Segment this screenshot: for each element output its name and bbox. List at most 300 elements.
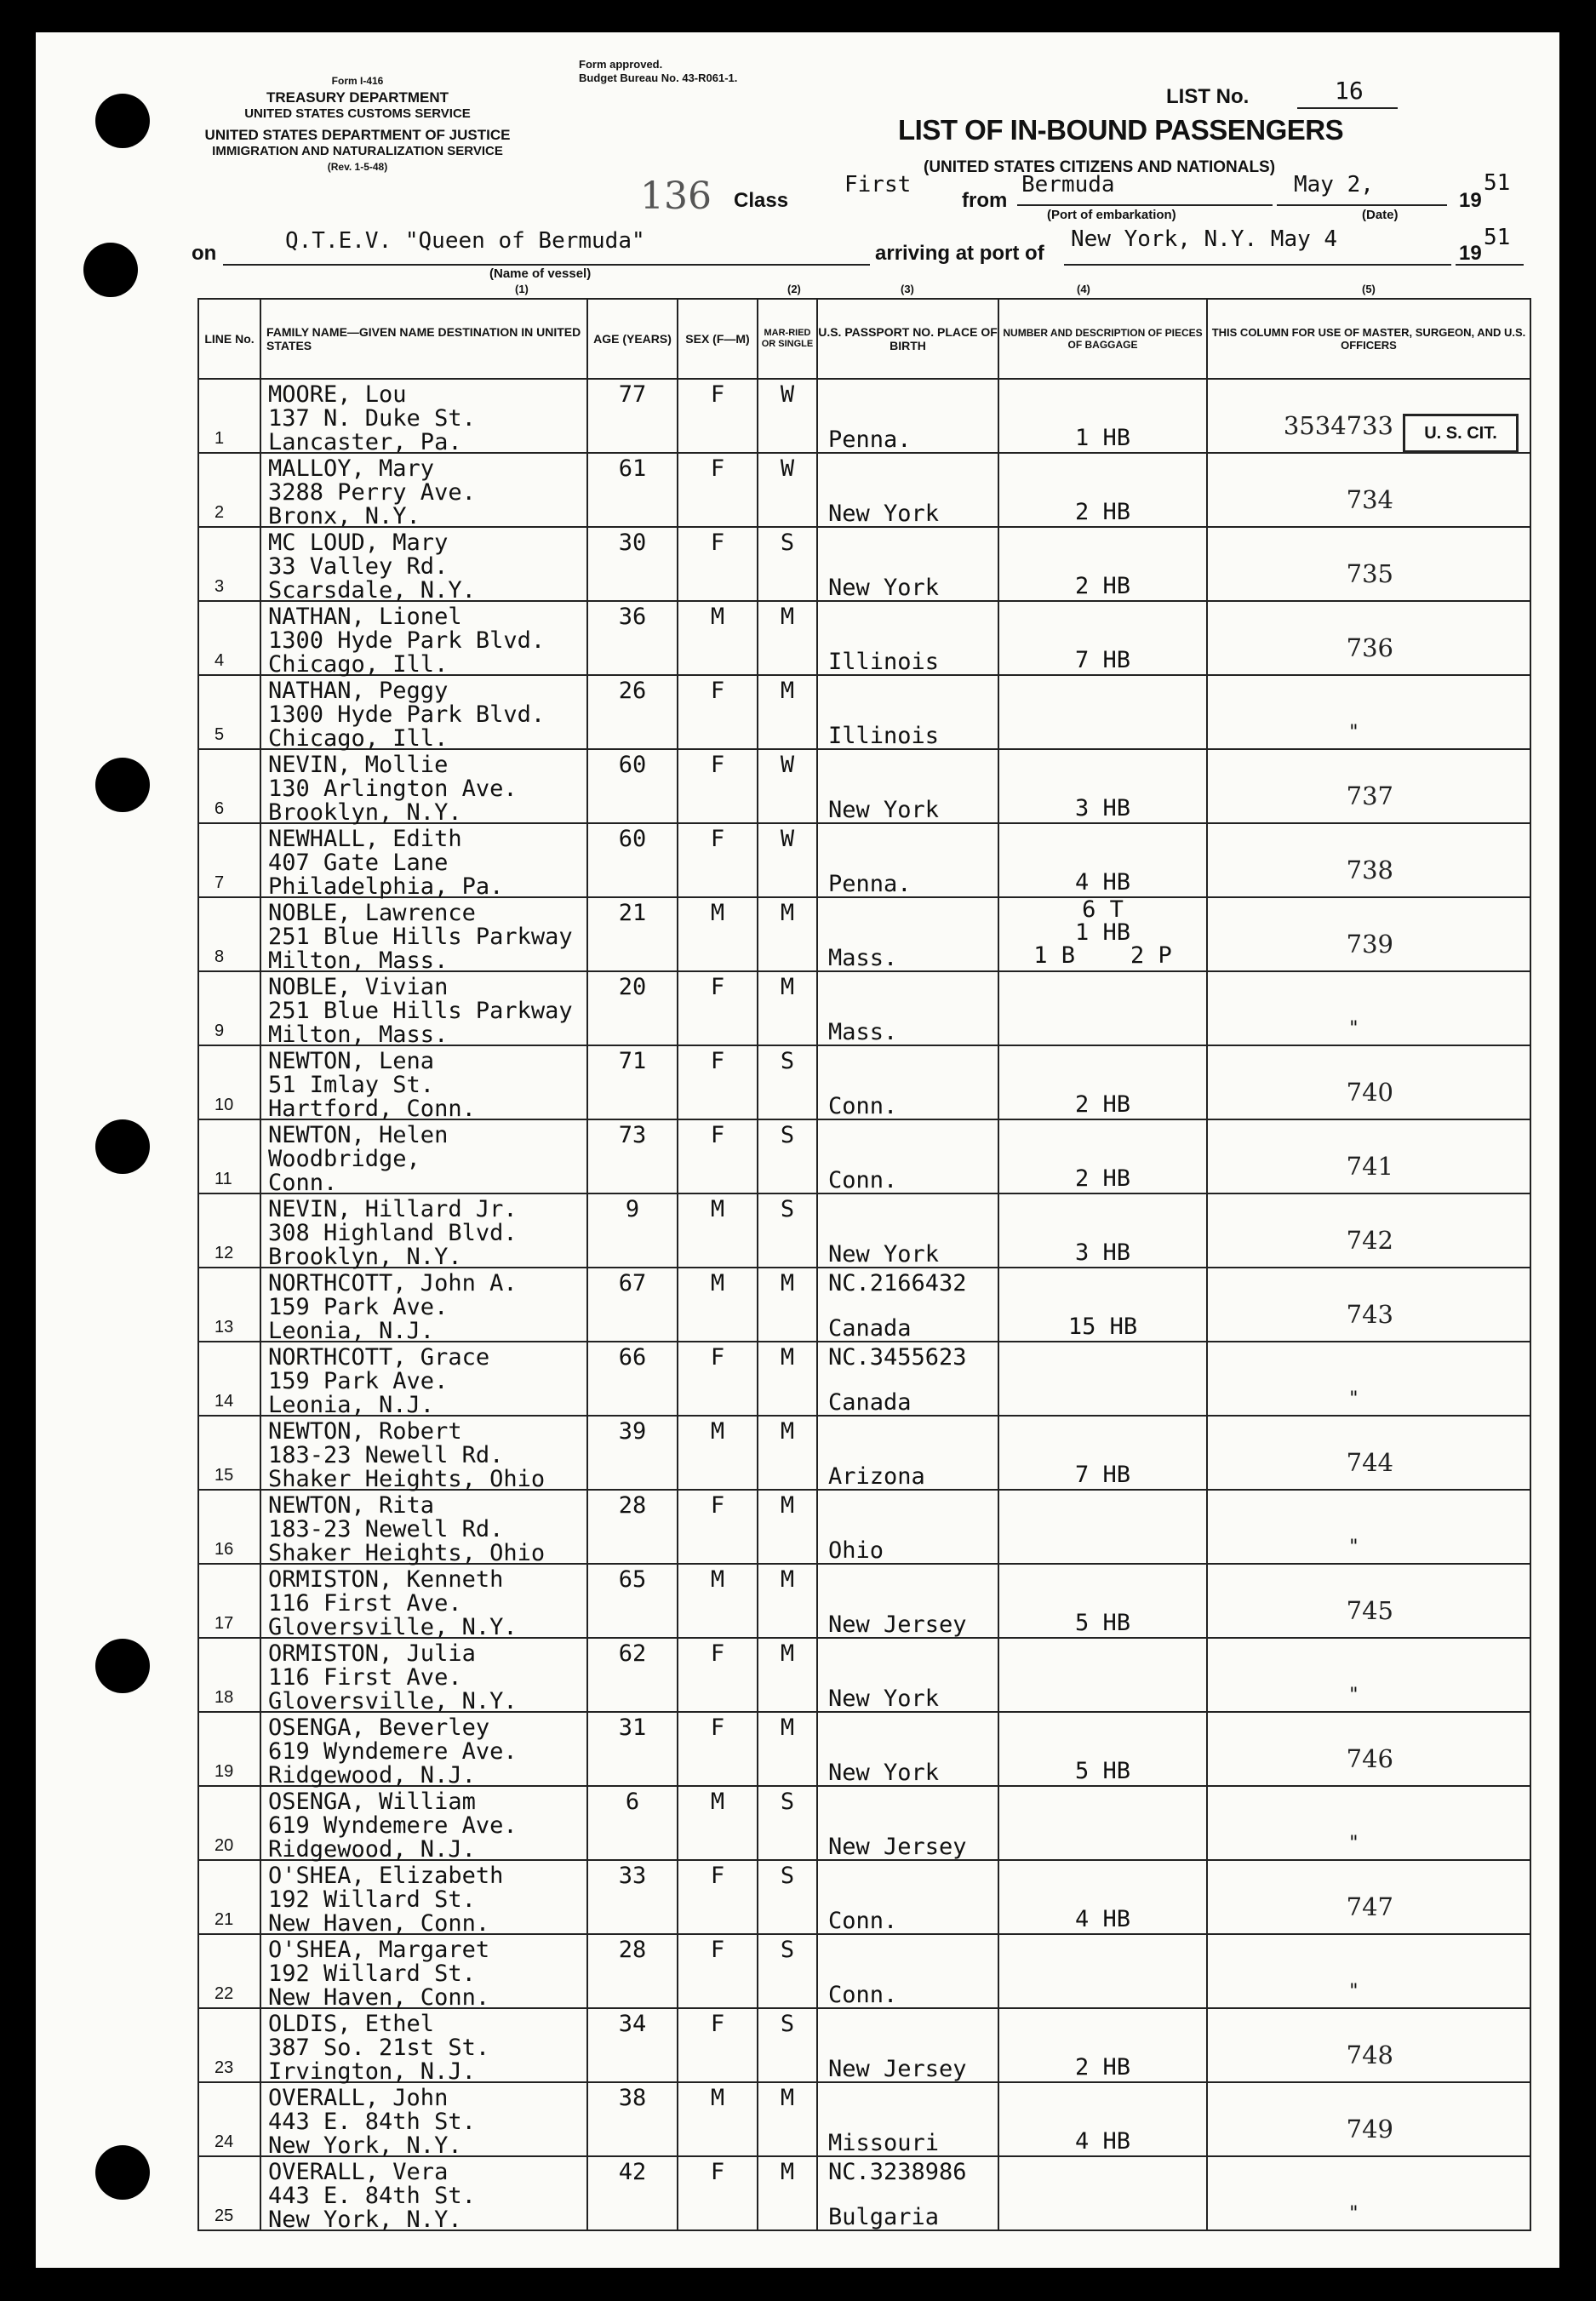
table-row [198, 527, 1530, 601]
officer-number: 748 [1346, 2041, 1393, 2069]
cell-sex [678, 1342, 758, 1416]
place-of-birth: Missouri [828, 2130, 940, 2156]
address-line: Gloversville, N.Y. [268, 1688, 518, 1714]
cell-pp [817, 823, 998, 897]
baggage: 5 HB [1074, 1758, 1131, 1784]
cell-ms [758, 379, 817, 453]
sex: M [710, 2085, 725, 2111]
address-line: 387 So. 21st St. [268, 2035, 490, 2061]
sex: M [710, 1418, 725, 1445]
address-line: Ridgewood, N.J. [268, 1762, 476, 1789]
age: 36 [618, 604, 647, 630]
year-value: 51 [1484, 170, 1511, 196]
table-row [198, 1193, 1530, 1268]
place-of-birth: Conn. [828, 1982, 898, 2008]
punch-hole [95, 2145, 150, 2200]
line-number: 15 [215, 1466, 234, 1485]
marital-status: S [780, 1937, 795, 1963]
sex: F [710, 1937, 725, 1963]
marital-status: M [780, 604, 795, 630]
place-of-birth: Canada [828, 1315, 912, 1342]
us-citizen-stamp: U. S. CIT. [1403, 414, 1519, 453]
cell-age [587, 1638, 678, 1712]
passenger-name: MOORE, Lou [268, 381, 407, 408]
arrival-year-prefix: 19 [1459, 242, 1482, 265]
place-of-birth: Illinois [828, 723, 940, 749]
place-of-birth: Bulgaria [828, 2204, 940, 2230]
place-of-birth: New Jersey [828, 1611, 967, 1638]
name-and-address [268, 1050, 476, 1121]
cell-line [198, 1119, 260, 1193]
baggage: 1 HB [1074, 425, 1131, 451]
passenger-name: NOBLE, Vivian [268, 974, 449, 1000]
cell-line [198, 1045, 260, 1119]
marital-status: M [780, 2159, 795, 2185]
table-row [198, 453, 1530, 527]
ditto-mark: " [1347, 1833, 1359, 1854]
ditto-mark: " [1347, 1018, 1359, 1039]
cell-ms [758, 1860, 817, 1934]
cell-name [260, 675, 587, 752]
cell-age [587, 379, 678, 453]
place-of-birth: New Jersey [828, 1834, 967, 1860]
marital-status: S [780, 1863, 795, 1889]
name-and-address [268, 1420, 545, 1491]
column-number-4: (4) [1077, 283, 1090, 295]
page-subtitle: (UNITED STATES CITIZENS AND NATIONALS) [924, 158, 1276, 176]
name-and-address [268, 976, 573, 1047]
address-line: 159 Park Ave. [268, 1294, 449, 1320]
line-number: 9 [215, 1022, 225, 1040]
name-and-address [268, 1938, 489, 2010]
cell-bag [998, 1193, 1207, 1268]
cell-sex [678, 1193, 758, 1268]
header-age: AGE (YEARS) [587, 299, 678, 379]
column-number-2: (2) [787, 283, 801, 295]
cell-bag [998, 2082, 1207, 2156]
sex: F [710, 1492, 725, 1519]
address-line: Irvington, N.J. [268, 2058, 476, 2085]
handwritten-number: 136 [640, 175, 712, 218]
baggage: 3 HB [1074, 795, 1131, 821]
table-row [198, 1786, 1530, 1860]
cell-age [587, 1786, 678, 1860]
cell-line [198, 897, 260, 971]
cell-off [1207, 1638, 1530, 1712]
cell-off [1207, 1712, 1530, 1786]
cell-age [587, 1712, 678, 1786]
cell-pp [817, 2156, 998, 2230]
baggage: 2 HB [1074, 1165, 1131, 1192]
officer-number: 749 [1346, 2115, 1393, 2144]
cell-pp [817, 1490, 998, 1564]
name-and-address [268, 2161, 476, 2232]
cell-name [260, 1119, 587, 1196]
table-row [198, 1119, 1530, 1193]
list-no-value: 16 [1335, 77, 1364, 105]
table-row [198, 1712, 1530, 1786]
cell-sex [678, 1416, 758, 1490]
passenger-name: MALLOY, Mary [268, 455, 435, 482]
passenger-name: NORTHCOTT, Grace [268, 1344, 490, 1371]
header-married: MAR-RIED OR SINGLE [758, 299, 817, 379]
sex: M [710, 900, 725, 926]
cell-off [1207, 527, 1530, 601]
cell-ms [758, 897, 817, 971]
officer-number: 735 [1346, 559, 1393, 588]
table-row [198, 971, 1530, 1045]
passenger-name: MC LOUD, Mary [268, 529, 449, 556]
cell-line [198, 1934, 260, 2008]
cell-sex [678, 1638, 758, 1712]
line-number: 23 [215, 2058, 234, 2077]
cell-line [198, 749, 260, 823]
officer-number: 736 [1346, 633, 1393, 662]
sex: F [710, 381, 725, 408]
cell-pp [817, 1268, 998, 1342]
marital-status: S [780, 1048, 795, 1074]
place-of-birth: Mass. [828, 1019, 898, 1045]
cell-name [260, 453, 587, 527]
officer-number: 747 [1346, 1892, 1393, 1921]
line-number: 22 [215, 1984, 234, 2003]
cell-bag [998, 1860, 1207, 1934]
cell-sex [678, 2008, 758, 2082]
cell-off [1207, 1564, 1530, 1638]
cell-off [1207, 971, 1530, 1045]
age: 31 [618, 1714, 647, 1741]
ditto-mark: " [1347, 1537, 1359, 1558]
cell-age [587, 823, 678, 897]
cell-pp [817, 675, 998, 749]
address-line: Hartford, Conn. [268, 1096, 476, 1122]
line-number: 21 [215, 1910, 234, 1929]
table-row [198, 2082, 1530, 2156]
address-line: 116 First Ave. [268, 1664, 462, 1691]
address-line: Scarsdale, N.Y. [268, 577, 476, 604]
cell-line [198, 1786, 260, 1860]
address-line: New Haven, Conn. [268, 1984, 490, 2011]
age: 42 [618, 2159, 647, 2185]
passport-number: NC.3238986 [828, 2159, 967, 2185]
cell-name [260, 1712, 587, 1789]
cell-age [587, 1119, 678, 1193]
table-row [198, 2156, 1530, 2230]
age: 39 [618, 1418, 647, 1445]
cell-pp [817, 601, 998, 675]
baggage: 4 HB [1074, 2128, 1131, 2155]
officer-number: 740 [1346, 1078, 1393, 1107]
cell-pp [817, 379, 998, 453]
cell-bag [998, 2008, 1207, 2082]
header-name: FAMILY NAME—GIVEN NAME DESTINATION IN UNITED STATES [260, 299, 587, 379]
address-line: Brooklyn, N.Y. [268, 799, 462, 826]
cell-ms [758, 1712, 817, 1786]
name-and-address [268, 457, 476, 529]
cell-pp [817, 1786, 998, 1860]
age: 66 [618, 1344, 647, 1371]
cell-name [260, 601, 587, 678]
officer-number: 739 [1346, 930, 1393, 959]
line-number: 6 [215, 799, 225, 818]
passenger-name: O'SHEA, Elizabeth [268, 1863, 504, 1889]
address-line: 183-23 Newell Rd. [268, 1516, 504, 1543]
age: 21 [618, 900, 647, 926]
address-line: Shaker Heights, Ohio [268, 1466, 546, 1492]
cell-age [587, 1490, 678, 1564]
passenger-name: OSENGA, Beverley [268, 1714, 490, 1741]
sex: F [710, 1122, 725, 1148]
cell-age [587, 897, 678, 971]
cell-ms [758, 1119, 817, 1193]
line-number: 10 [215, 1096, 234, 1114]
passenger-name: NEVIN, Hillard Jr. [268, 1196, 518, 1222]
passenger-name: NEVIN, Mollie [268, 752, 449, 778]
form-approved: Form approved. [579, 58, 663, 71]
cell-age [587, 2082, 678, 2156]
officer-number: 738 [1346, 856, 1393, 884]
cell-pp [817, 1712, 998, 1786]
cell-line [198, 527, 260, 601]
cell-pp [817, 453, 998, 527]
cell-name [260, 2156, 587, 2233]
from-value: Bermuda [1021, 172, 1115, 197]
form-revision: (Rev. 1-5-48) [327, 161, 388, 173]
cell-ms [758, 1416, 817, 1490]
cell-age [587, 1193, 678, 1268]
officer-number: 742 [1346, 1226, 1393, 1255]
passenger-name: ORMISTON, Julia [268, 1640, 476, 1667]
name-and-address [268, 605, 545, 677]
cell-sex [678, 749, 758, 823]
baggage: 7 HB [1074, 647, 1131, 673]
cell-line [198, 1268, 260, 1342]
cell-pp [817, 1119, 998, 1193]
age: 28 [618, 1492, 647, 1519]
name-and-address [268, 1642, 518, 1714]
passenger-name: NEWTON, Rita [268, 1492, 435, 1519]
cell-bag [998, 527, 1207, 601]
cell-sex [678, 601, 758, 675]
passenger-name: NEWTON, Lena [268, 1048, 435, 1074]
cell-off [1207, 1416, 1530, 1490]
cell-sex [678, 1712, 758, 1786]
passenger-name: OVERALL, John [268, 2085, 449, 2111]
place-of-birth: Conn. [828, 1167, 898, 1193]
cell-line [198, 2008, 260, 2082]
cell-bag [998, 971, 1207, 1045]
cell-line [198, 2082, 260, 2156]
line-number: 20 [215, 1836, 234, 1855]
name-and-address [268, 679, 545, 751]
punch-hole [95, 1639, 150, 1693]
cell-line [198, 1564, 260, 1638]
officer-number: 743 [1346, 1300, 1393, 1329]
cell-bag [998, 675, 1207, 749]
name-and-address [268, 1494, 545, 1565]
cell-ms [758, 2008, 817, 2082]
cell-line [198, 601, 260, 675]
cell-name [260, 527, 587, 604]
name-and-address [268, 1568, 518, 1640]
ditto-mark: " [1347, 1685, 1359, 1706]
sex: M [710, 1270, 725, 1296]
officer-number: 745 [1346, 1596, 1393, 1625]
budget-approval [579, 58, 737, 85]
line-number: 19 [215, 1762, 234, 1781]
cell-line [198, 453, 260, 527]
marital-status: S [780, 1789, 795, 1815]
sex: F [710, 455, 725, 482]
cell-off [1207, 675, 1530, 749]
cell-line [198, 1342, 260, 1416]
cell-line [198, 971, 260, 1045]
age: 26 [618, 678, 647, 704]
line-number: 24 [215, 2132, 234, 2151]
name-and-address [268, 531, 476, 603]
cell-age [587, 601, 678, 675]
cell-ms [758, 823, 817, 897]
cell-age [587, 1564, 678, 1638]
cell-sex [678, 1860, 758, 1934]
cell-off [1207, 1342, 1530, 1416]
officer-number: 746 [1346, 1744, 1393, 1773]
punch-hole [83, 243, 138, 297]
age: 28 [618, 1937, 647, 1963]
immigration-service: IMMIGRATION AND NATURALIZATION SERVICE [212, 144, 503, 158]
line-number: 18 [215, 1688, 234, 1707]
cell-off [1207, 823, 1530, 897]
marital-status: M [780, 1344, 795, 1371]
line-number: 13 [215, 1318, 234, 1337]
table-row [198, 601, 1530, 675]
treasury-dept: TREASURY DEPARTMENT [266, 89, 449, 106]
cell-line [198, 675, 260, 749]
marital-status: M [780, 678, 795, 704]
form-issuer-header [162, 73, 553, 175]
address-line: New York, N.Y. [268, 2207, 462, 2233]
address-line: 443 E. 84th St. [268, 2109, 476, 2135]
place-of-birth: Conn. [828, 1093, 898, 1119]
line-number: 11 [215, 1170, 232, 1188]
age: 71 [618, 1048, 647, 1074]
cell-bag [998, 453, 1207, 527]
line-number: 12 [215, 1244, 234, 1262]
officer-number: 741 [1346, 1152, 1393, 1181]
date-caption: (Date) [1362, 208, 1399, 222]
place-of-birth: Penna. [828, 426, 912, 453]
cell-ms [758, 527, 817, 601]
from-underline [1017, 204, 1273, 206]
passenger-name: NORTHCOTT, John A. [268, 1270, 518, 1296]
address-line: 308 Highland Blvd. [268, 1220, 518, 1246]
cell-pp [817, 749, 998, 823]
address-line: 443 E. 84th St. [268, 2183, 476, 2209]
cell-off [1207, 453, 1530, 527]
passenger-name: NOBLE, Lawrence [268, 900, 476, 926]
place-of-birth: Illinois [828, 649, 940, 675]
line-number: 25 [215, 2207, 234, 2225]
name-and-address [268, 1272, 518, 1343]
cell-off [1207, 1490, 1530, 1564]
column-number-1: (1) [515, 283, 529, 295]
baggage: 5 HB [1074, 1610, 1131, 1636]
cell-pp [817, 897, 998, 971]
line-number: 14 [215, 1392, 234, 1411]
address-line: 33 Valley Rd. [268, 553, 449, 580]
cell-name [260, 1416, 587, 1490]
line-number: 16 [215, 1540, 234, 1559]
cell-bag [998, 1786, 1207, 1860]
cell-line [198, 1638, 260, 1712]
cell-line [198, 379, 260, 453]
name-and-address [268, 1790, 518, 1862]
passenger-name: O'SHEA, Margaret [268, 1937, 490, 1963]
passenger-name: ORMISTON, Kenneth [268, 1566, 504, 1593]
sex: F [710, 1048, 725, 1074]
place-of-birth: New Jersey [828, 2056, 967, 2082]
address-line: Leonia, N.J. [268, 1392, 435, 1418]
address-line: 251 Blue Hills Parkway [268, 998, 573, 1024]
table-row [198, 823, 1530, 897]
cell-age [587, 971, 678, 1045]
marital-status: S [780, 529, 795, 556]
arriving-label: arriving at port of [875, 242, 1044, 265]
class-value: First [844, 172, 912, 197]
sex: M [710, 604, 725, 630]
page-title: LIST OF IN-BOUND PASSENGERS [898, 114, 1344, 146]
cell-pp [817, 1934, 998, 2008]
header-passport: U.S. PASSPORT NO. PLACE OF BIRTH [817, 299, 998, 379]
cell-bag [998, 1712, 1207, 1786]
table-row [198, 675, 1530, 749]
cell-bag [998, 1934, 1207, 2008]
cell-age [587, 527, 678, 601]
cell-sex [678, 2082, 758, 2156]
marital-status: M [780, 1270, 795, 1296]
cell-pp [817, 1564, 998, 1638]
passenger-name: NEWHALL, Edith [268, 826, 462, 852]
sex: F [710, 2159, 725, 2185]
baggage: 2 HB [1074, 499, 1131, 525]
cell-bag [998, 1564, 1207, 1638]
age: 34 [618, 2011, 647, 2037]
line-number: 17 [215, 1614, 234, 1633]
cell-name [260, 1342, 587, 1416]
cell-ms [758, 1564, 817, 1638]
baggage: 7 HB [1074, 1462, 1131, 1488]
cell-name [260, 1045, 587, 1122]
baggage: 2 HB [1074, 1091, 1131, 1118]
punch-hole [95, 758, 150, 812]
passport-number: NC.3455623 [828, 1344, 967, 1371]
cell-off [1207, 2008, 1530, 2082]
cell-bag [998, 1268, 1207, 1342]
address-line: 159 Park Ave. [268, 1368, 449, 1394]
cell-age [587, 675, 678, 749]
cell-name [260, 1934, 587, 2011]
age: 38 [618, 2085, 647, 2111]
passenger-rows [198, 379, 1530, 2233]
sex: F [710, 1344, 725, 1371]
place-of-birth: New York [828, 1241, 940, 1268]
place-of-birth: Conn. [828, 1908, 898, 1934]
place-of-birth: Penna. [828, 871, 912, 897]
cell-sex [678, 1934, 758, 2008]
cell-ms [758, 1490, 817, 1564]
address-line: Leonia, N.J. [268, 1318, 435, 1344]
cell-pp [817, 2082, 998, 2156]
